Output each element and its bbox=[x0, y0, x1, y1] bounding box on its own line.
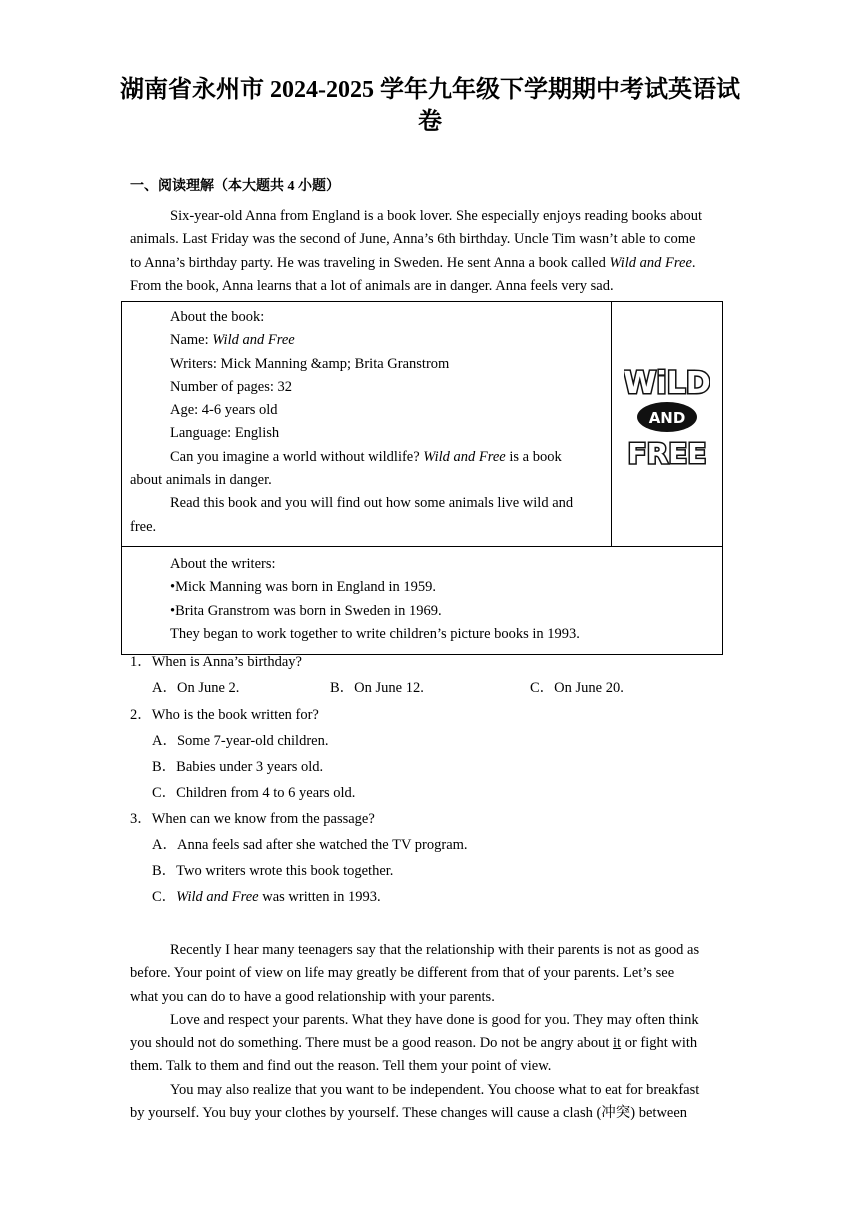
passage-line: what you can do to have a good relationship with your parents. bbox=[130, 988, 495, 1005]
passage-line: Recently I hear many teenagers say that the relationship with their parents is not as good as bbox=[170, 942, 700, 958]
book-imagine: Can you imagine a world without wildlife? Wild and Free is a book bbox=[170, 448, 562, 465]
section-heading: 一、阅读理解（本大题共 4 小题） bbox=[130, 179, 340, 194]
page-title bbox=[100, 74, 760, 138]
underlined-word: it bbox=[613, 1035, 622, 1052]
q3-option-b: B．Two writers wrote this book together. bbox=[152, 863, 394, 879]
writer-1: •Mick Manning was born in England in 1959. bbox=[170, 579, 437, 596]
question-3: 3．When can we know from the passage? bbox=[130, 811, 375, 827]
wild-and-free-logo bbox=[624, 355, 710, 485]
book-title-italic: Wild and Free bbox=[609, 254, 692, 271]
question-1: 1．When is Anna’s birthday? bbox=[130, 654, 302, 670]
book-age: Age: 4-6 years old bbox=[170, 402, 278, 419]
passage-line: Love and respect your parents. What they have done is good for you. They may often think bbox=[170, 1011, 699, 1028]
book-read: Read this book and you will find out how some animals live wild and bbox=[170, 495, 574, 512]
about-writers-heading: About the writers: bbox=[170, 556, 276, 572]
logo-word-wild: WiLD bbox=[624, 365, 710, 401]
book-read-cont: free. bbox=[130, 518, 157, 535]
writers-cell bbox=[122, 547, 723, 655]
passage-line: animals. Last Friday was the second of June, Anna’s 6th birthday. Uncle Tim wasn’t able to come bbox=[130, 231, 696, 248]
book-info-table bbox=[121, 301, 723, 655]
question-2: 2．Who is the book written for? bbox=[130, 707, 319, 723]
q2-option-a: A．Some 7-year-old children. bbox=[152, 733, 329, 749]
book-language: Language: English bbox=[170, 425, 280, 442]
book-name: Name: Wild and Free bbox=[170, 332, 295, 349]
q1-option-c: C．On June 20. bbox=[530, 680, 624, 696]
book-pages: Number of pages: 32 bbox=[170, 378, 293, 395]
passage-1 bbox=[130, 205, 730, 298]
q3-option-c: C．Wild and Free was written in 1993. bbox=[152, 889, 381, 905]
passage-line: From the book, Anna learns that a lot of animals are in danger. Anna feels very sad. bbox=[130, 277, 614, 294]
book-logo-cell bbox=[612, 302, 723, 547]
book-info-cell bbox=[122, 302, 612, 547]
about-book-heading: About the book: bbox=[170, 309, 265, 325]
passage-line: by yourself. You buy your clothes by yourself. These changes will cause a clash (冲突) between bbox=[130, 1105, 688, 1122]
logo-word-free: FREE bbox=[627, 436, 707, 470]
title-line-2: 卷 bbox=[418, 109, 442, 135]
book-imagine-cont: about animals in danger. bbox=[130, 472, 272, 489]
q2-option-b: B．Babies under 3 years old. bbox=[152, 759, 324, 775]
passage-line: them. Talk to them and find out the reason. Tell them your point of view. bbox=[130, 1058, 552, 1075]
passage-line: you should not do something. There must be a good reason. Do not be angry about it or fight with bbox=[130, 1035, 698, 1052]
title-line-1: 湖南省永州市 2024-2025 学年九年级下学期期中考试英语试 bbox=[120, 77, 740, 103]
logo-word-and: AND bbox=[648, 408, 686, 427]
q1-option-a: A．On June 2. bbox=[152, 680, 240, 696]
q2-option-c: C．Children from 4 to 6 years old. bbox=[152, 785, 356, 801]
passage-line: Six-year-old Anna from England is a book lover. She especially enjoys reading books about bbox=[170, 208, 703, 224]
q3-option-a: A．Anna feels sad after she watched the TV program. bbox=[152, 837, 468, 853]
writers-together: They began to work together to write children’s picture books in 1993. bbox=[170, 625, 580, 642]
book-writers: Writers: Mick Manning &amp; Brita Granstrom bbox=[170, 355, 450, 372]
q1-option-b: B．On June 12. bbox=[330, 680, 424, 696]
passage-line: to Anna’s birthday party. He was traveling in Sweden. He sent Anna a book called Wild and Free. bbox=[130, 254, 696, 271]
passage-line: before. Your point of view on life may greatly be different from that of your parents. Let’s see bbox=[130, 965, 675, 982]
passage-line: You may also realize that you want to be independent. You choose what to eat for breakfast bbox=[170, 1081, 700, 1098]
passage-2 bbox=[130, 939, 730, 1125]
writer-2: •Brita Granstrom was born in Sweden in 1969. bbox=[170, 602, 442, 619]
